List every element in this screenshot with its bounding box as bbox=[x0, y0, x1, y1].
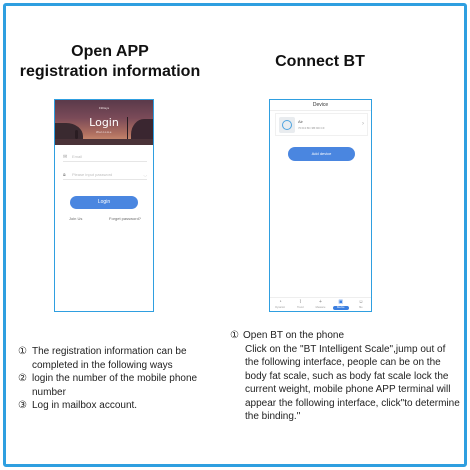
right-column-title: Connect BT bbox=[275, 53, 365, 70]
scale-icon bbox=[279, 117, 295, 133]
chart-icon: ◔ bbox=[278, 299, 282, 305]
registration-instructions bbox=[18, 345, 228, 413]
bt-connect-instructions bbox=[230, 329, 462, 424]
instruction-item: ① The registration information can be completed in the following ways bbox=[18, 346, 187, 371]
password-placeholder: Please input password bbox=[72, 172, 113, 177]
hero-app-name: FitDays bbox=[98, 106, 110, 110]
join-us-link[interactable]: Join Us bbox=[69, 216, 83, 221]
person-icon: ☺ bbox=[358, 299, 364, 305]
hero-subtitle: Welcome bbox=[96, 130, 112, 134]
mail-icon: ✉ bbox=[63, 154, 68, 160]
bottom-tab-bar bbox=[270, 297, 371, 311]
tab-dynamic[interactable]: ◔ Dynamic bbox=[270, 298, 290, 311]
email-placeholder: Email bbox=[72, 154, 83, 159]
instruction-item: ③ Log in mailbox account. bbox=[18, 400, 138, 411]
lock-icon: 🔒︎ bbox=[63, 172, 66, 178]
eye-icon[interactable]: ◡ bbox=[143, 172, 147, 177]
tab-me[interactable]: ☺ Me bbox=[351, 298, 371, 311]
add-device-button[interactable]: Add device bbox=[288, 147, 355, 161]
trend-icon: ⌇ bbox=[299, 299, 302, 305]
tab-device[interactable]: ▣ Device bbox=[331, 298, 351, 311]
login-hero-image bbox=[55, 100, 153, 145]
device-mac: 70:D4:8C:3B:9D:CF bbox=[298, 126, 325, 130]
device-page-title: Device bbox=[270, 100, 371, 111]
plus-icon: + bbox=[319, 299, 322, 305]
login-button[interactable]: Login bbox=[70, 196, 138, 209]
device-name: Air bbox=[298, 119, 303, 124]
bt-instruction-heading: ① Open BT on the phone bbox=[230, 330, 345, 341]
email-field[interactable] bbox=[63, 152, 147, 162]
tab-measure[interactable]: + Measure bbox=[310, 298, 330, 311]
password-field[interactable] bbox=[63, 170, 147, 180]
device-card[interactable] bbox=[275, 113, 368, 136]
left-title-line1: Open APP bbox=[71, 43, 149, 60]
bt-instruction-body: Click on the "BT Intelligent Scale",jump out of the following interface, people can be on the body fat scale, such as body fat scale lock the current weight, mobile phone APP terminal will appear the following interface, click"to determine the binding." bbox=[245, 343, 460, 422]
chevron-right-icon: › bbox=[362, 121, 364, 127]
left-column-title bbox=[10, 42, 210, 82]
tab-trend[interactable]: ⌇ Trend bbox=[290, 298, 310, 311]
device-phone-screen bbox=[269, 99, 372, 312]
device-icon: ▣ bbox=[338, 299, 344, 305]
login-heading: Login bbox=[89, 116, 119, 129]
login-phone-screen bbox=[54, 99, 154, 312]
instruction-item: ② login the number of the mobile phone number bbox=[18, 373, 198, 398]
forgot-password-link[interactable]: Forget password? bbox=[109, 216, 142, 221]
left-title-line2: registration information bbox=[19, 63, 201, 80]
